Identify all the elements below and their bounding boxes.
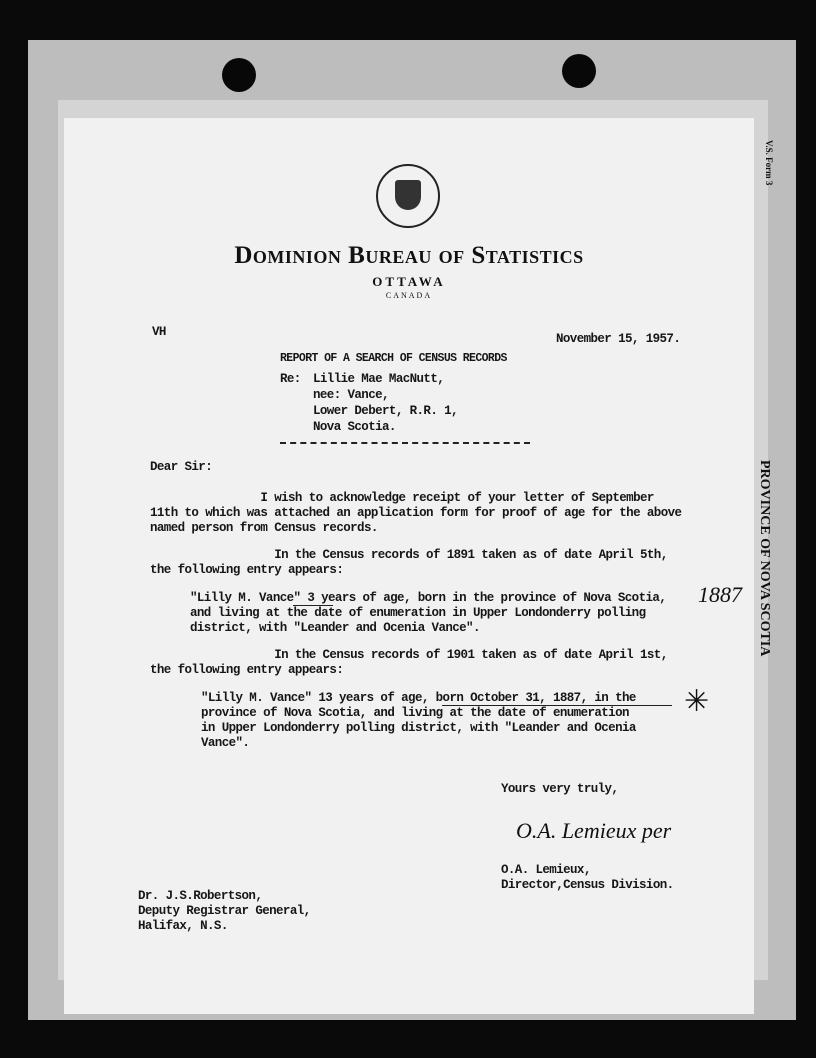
initials: VH	[152, 325, 166, 339]
signer-name: O.A. Lemieux,	[501, 863, 591, 877]
body-line: in Upper Londonderry polling district, with "Leander and Ocenia	[201, 721, 636, 735]
body-line: Vance".	[201, 736, 250, 750]
body-line: "Lilly M. Vance" 3 years of age, born in the province of Nova Scotia,	[190, 591, 667, 605]
letter-page	[64, 118, 754, 1014]
re-line: Lower Debert, R.R. 1,	[313, 404, 458, 418]
body-line: named person from Census records.	[150, 521, 378, 535]
body-line: I wish to acknowledge receipt of your letter of September	[150, 491, 654, 505]
recipient-line: Halifax, N.S.	[138, 919, 228, 933]
re-line: nee: Vance,	[313, 388, 389, 402]
re-line: Lillie Mae MacNutt,	[313, 372, 445, 386]
form-label: V.S. Form 3	[764, 140, 774, 186]
salutation: Dear Sir:	[150, 460, 213, 474]
asterisk-mark: ✳	[684, 685, 710, 718]
subject: REPORT OF A SEARCH OF CENSUS RECORDS	[280, 352, 507, 365]
body-line: province of Nova Scotia, and living at the date of enumeration	[201, 706, 629, 720]
body-line: the following entry appears:	[150, 563, 344, 577]
divider	[280, 442, 530, 444]
body-line: district, with "Leander and Ocenia Vance".	[190, 621, 480, 635]
recipient-line: Deputy Registrar General,	[138, 904, 311, 918]
seal-logo	[376, 164, 440, 228]
side-label: PROVINCE OF NOVA SCOTIA	[757, 460, 772, 657]
re-label: Re:	[280, 372, 301, 386]
signer-title: Director,Census Division.	[501, 878, 674, 892]
punch-hole	[222, 58, 256, 92]
letterhead-city: OTTAWA	[372, 274, 446, 289]
closing: Yours very truly,	[501, 782, 619, 796]
letter-date: November 15, 1957.	[556, 332, 681, 346]
body-line: In the Census records of 1901 taken as of date April 1st,	[150, 648, 668, 662]
recipient-line: Dr. J.S.Robertson,	[138, 889, 263, 903]
underline	[442, 705, 672, 706]
body-line: "Lilly M. Vance" 13 years of age, born October 31, 1887, in the	[201, 691, 636, 705]
letterhead-title: Dominion Bureau of Statistics	[234, 242, 584, 269]
punch-hole	[562, 54, 596, 88]
signature: O.A. Lemieux per	[516, 818, 672, 843]
underline	[293, 605, 333, 606]
handwritten-note: 1887	[698, 582, 742, 607]
body-line: 11th to which was attached an application form for proof of age for the above	[150, 506, 682, 520]
body-line: the following entry appears:	[150, 663, 344, 677]
body-line: In the Census records of 1891 taken as of date April 5th,	[150, 548, 668, 562]
body-line: and living at the date of enumeration in Upper Londonderry polling	[190, 606, 646, 620]
letterhead-country: CANADA	[385, 291, 433, 300]
re-line: Nova Scotia.	[313, 420, 396, 434]
